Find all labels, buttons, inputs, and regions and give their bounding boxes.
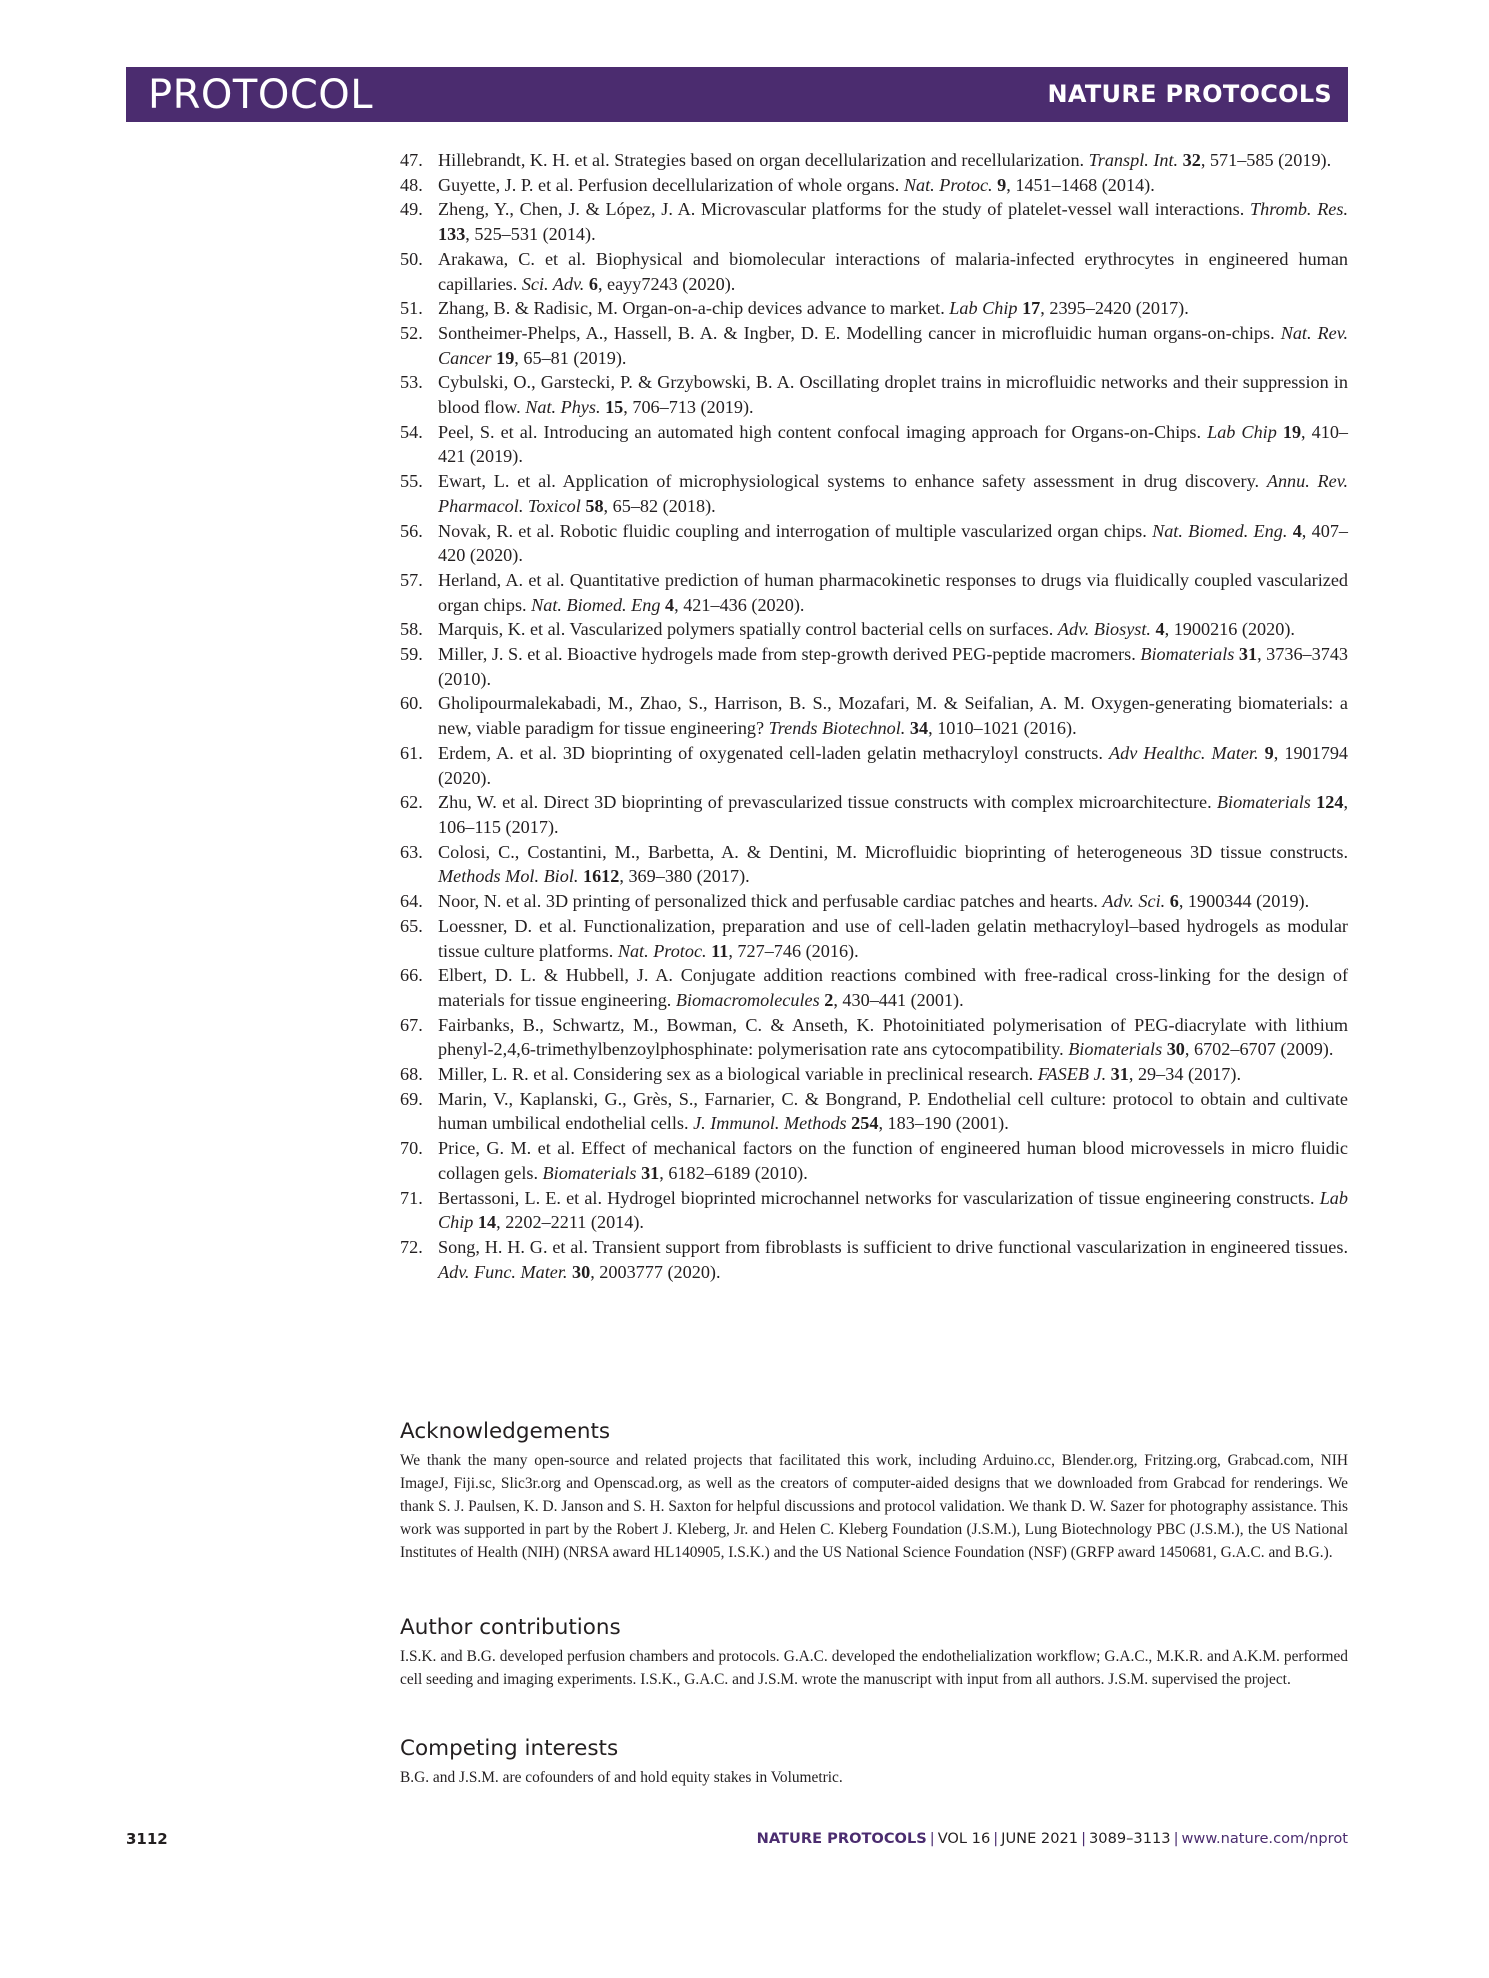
reference-text: , 3736–3743 (2010). — [438, 644, 1349, 689]
reference-item — [400, 1186, 1348, 1235]
reference-volume: 19 — [1282, 421, 1302, 442]
reference-item — [400, 148, 1348, 173]
reference-text: , eayy7243 (2020). — [597, 273, 736, 294]
reference-list — [400, 148, 1348, 1284]
reference-number: 62. — [400, 792, 423, 813]
reference-number: 59. — [400, 644, 423, 665]
reference-text: , 706–713 (2019). — [623, 397, 754, 418]
reference-text: Elbert, D. L. & Hubbell, J. A. Conjugate addition reactions combined with free-radical cross-linking for the design of materials for tissue engineering. — [438, 965, 1348, 1010]
reference-text: , 106–115 (2017). — [438, 792, 1348, 837]
reference-text: Loessner, D. et al. Functionalization, preparation and use of cell-laden gelatin methacryloyl–based hydrogels as modular tissue culture platforms. — [438, 915, 1348, 961]
reference-journal: Biomaterials — [1216, 792, 1311, 813]
reference-volume: 6 — [1169, 891, 1179, 912]
reference-volume: 9 — [1264, 742, 1274, 763]
reference-text: , 1010–1021 (2016). — [928, 718, 1077, 739]
reference-item — [400, 173, 1348, 198]
reference-number: 48. — [400, 174, 423, 195]
reference-item — [400, 1235, 1348, 1284]
reference-text: Fairbanks, B., Schwartz, M., Bowman, C. & Anseth, K. Photoinitiated polymerisation of PEG-diacrylate with lithium phenyl-2,4,6-trimethylbenzoylphosphinate: polymerisation rate ans cytocompatibility. — [438, 1014, 1348, 1060]
reference-text: , 727–746 (2016). — [728, 940, 859, 961]
competing-interests-section — [400, 1735, 1348, 1789]
footer-separator: | — [1081, 1830, 1086, 1847]
reference-number: 55. — [400, 471, 423, 492]
reference-number: 51. — [400, 298, 423, 319]
reference-journal: Adv. Biosyst. — [1057, 619, 1151, 640]
reference-item — [400, 1136, 1348, 1185]
reference-item — [400, 1062, 1348, 1087]
reference-text: , 6182–6189 (2010). — [659, 1162, 808, 1183]
reference-text: Noor, N. et al. 3D printing of personalized thick and perfusable cardiac patches and hearts. — [438, 891, 1103, 912]
reference-number: 49. — [400, 199, 423, 220]
reference-volume: 4 — [665, 594, 675, 615]
reference-text: , 430–441 (2001). — [833, 989, 964, 1010]
reference-item — [400, 642, 1348, 691]
reference-number: 65. — [400, 915, 423, 936]
reference-item — [400, 617, 1348, 642]
reference-text: Erdem, A. et al. 3D bioprinting of oxygenated cell-laden gelatin methacryloyl constructs. — [438, 742, 1109, 763]
reference-item — [400, 691, 1348, 740]
reference-journal: J. Immunol. Methods — [693, 1113, 847, 1134]
reference-item — [400, 420, 1348, 469]
reference-text: Herland, A. et al. Quantitative prediction of human pharmacokinetic responses to drugs via fluidically coupled vascularized organ chips. — [438, 569, 1348, 615]
reference-volume: 30 — [1166, 1039, 1185, 1060]
reference-text: Zheng, Y., Chen, J. & López, J. A. Microvascular platforms for the study of platelet-vessel wall interactions. — [438, 199, 1250, 220]
footer-volume: VOL 16 — [937, 1830, 991, 1847]
reference-item — [400, 197, 1348, 246]
reference-volume: 30 — [572, 1261, 591, 1282]
reference-text: Bertassoni, L. E. et al. Hydrogel bioprinted microchannel networks for vascularization of tissue engineering constructs. — [438, 1187, 1320, 1208]
reference-volume: 58 — [585, 495, 604, 516]
reference-journal: Adv. Func. Mater. — [438, 1261, 568, 1282]
reference-journal: Biomacromolecules — [675, 989, 820, 1010]
reference-journal: Biomaterials — [1068, 1039, 1163, 1060]
reference-volume: 14 — [477, 1212, 497, 1233]
reference-text: , 1451–1468 (2014). — [1006, 174, 1155, 195]
reference-number: 68. — [400, 1064, 423, 1085]
reference-text: , 65–82 (2018). — [603, 495, 716, 516]
reference-text: , 1900216 (2020). — [1164, 619, 1295, 640]
reference-item — [400, 519, 1348, 568]
reference-item — [400, 1087, 1348, 1136]
reference-journal: Nat. Phys. — [525, 397, 601, 418]
reference-text: Cybulski, O., Garstecki, P. & Grzybowski, B. A. Oscillating droplet trains in microfluidic networks and their suppression in blood flow. — [438, 372, 1348, 418]
reference-volume: 15 — [605, 397, 624, 418]
acknowledgements-heading: Acknowledgements — [400, 1419, 611, 1444]
reference-number: 67. — [400, 1014, 423, 1035]
reference-item — [400, 914, 1348, 963]
reference-journal: Adv. Sci. — [1102, 891, 1166, 912]
footer-date: JUNE 2021 — [1001, 1830, 1079, 1847]
reference-number: 61. — [400, 742, 423, 763]
reference-volume: 34 — [909, 718, 929, 739]
reference-journal: Sci. Adv. — [521, 273, 585, 294]
reference-item — [400, 296, 1348, 321]
reference-volume: 31 — [641, 1162, 660, 1183]
reference-item — [400, 741, 1348, 790]
reference-item — [400, 790, 1348, 839]
reference-text: Miller, L. R. et al. Considering sex as a biological variable in preclinical research. — [438, 1064, 1038, 1085]
reference-item — [400, 889, 1348, 914]
reference-number: 69. — [400, 1088, 423, 1109]
reference-item — [400, 469, 1348, 518]
reference-volume: 6 — [588, 273, 598, 294]
reference-item — [400, 840, 1348, 889]
footer-citation — [757, 1830, 1348, 1847]
reference-text: , 6702–6707 (2009). — [1184, 1039, 1334, 1060]
reference-volume: 17 — [1022, 298, 1041, 319]
reference-text: , 571–585 (2019). — [1200, 150, 1332, 170]
reference-journal: Nat. Biomed. Eng — [531, 594, 661, 615]
author-contributions-heading: Author contributions — [400, 1615, 621, 1640]
reference-text: Novak, R. et al. Robotic fluidic coupling and interrogation of multiple vascularized organ chips. — [438, 520, 1153, 541]
author-contributions-text: I.S.K. and B.G. developed perfusion chambers and protocols. G.A.C. developed the endothelialization workflow; G.A.C., M.K.R. and A.K.M. performed cell seeding and imaging experiments. I.S.K., G.A.C. and J.S.M. wrote the manuscript with input from all authors. J.S.M. supervised the project. — [400, 1648, 1348, 1689]
reference-number: 47. — [400, 150, 423, 170]
reference-journal: Annu. Rev. Pharmacol. Toxicol — [438, 471, 1349, 516]
reference-text: Zhang, B. & Radisic, M. Organ-on-a-chip devices advance to market. — [438, 298, 950, 319]
reference-text: Zhu, W. et al. Direct 3D bioprinting of prevascularized tissue constructs with complex microarchitecture. — [438, 792, 1217, 813]
reference-number: 53. — [400, 372, 423, 393]
author-contributions-section — [400, 1614, 1348, 1691]
reference-volume: 133 — [438, 224, 466, 245]
reference-journal: Lab Chip — [1207, 421, 1277, 442]
reference-text: Song, H. H. G. et al. Transient support from fibroblasts is sufficient to drive functional vascularization in engineered tissues. — [438, 1236, 1348, 1257]
reference-text: , 407–420 (2020). — [438, 520, 1349, 566]
reference-volume: 31 — [1238, 644, 1258, 665]
reference-text: Marin, V., Kaplanski, G., Grès, S., Farnarier, C. & Bongrand, P. Endothelial cell culture: protocol to obtain and cultivate human umbilical endothelial cells. — [438, 1088, 1348, 1134]
reference-text: , 410–421 (2019). — [438, 421, 1349, 467]
reference-text: , 1900344 (2019). — [1178, 891, 1310, 912]
reference-item — [400, 963, 1348, 1012]
reference-volume: 4 — [1292, 520, 1302, 541]
reference-text: , 183–190 (2001). — [878, 1113, 1009, 1134]
reference-text: , 2395–2420 (2017). — [1040, 298, 1189, 319]
reference-journal: Nat. Biomed. Eng. — [1152, 520, 1288, 541]
reference-text: Colosi, C., Costantini, M., Barbetta, A. & Dentini, M. Microfluidic bioprinting of heterogeneous 3D tissue constructs. — [438, 841, 1348, 862]
journal-label: NATURE PROTOCOLS — [1047, 80, 1332, 108]
reference-item — [400, 568, 1348, 617]
reference-text: Peel, S. et al. Introducing an automated high content confocal imaging approach for Organs-on-Chips. — [438, 421, 1208, 442]
reference-volume: 124 — [1316, 792, 1344, 813]
reference-text: , 29–34 (2017). — [1128, 1064, 1242, 1085]
reference-text: Arakawa, C. et al. Biophysical and biomolecular interactions of malaria-infected erythrocytes in engineered human capillaries. — [438, 248, 1348, 294]
competing-interests-text: B.G. and J.S.M. are cofounders of and hold equity stakes in Volumetric. — [400, 1769, 843, 1786]
reference-text: , 2003777 (2020). — [590, 1261, 721, 1282]
reference-journal: Adv Healthc. Mater. — [1108, 742, 1259, 763]
reference-journal: FASEB J. — [1037, 1064, 1107, 1085]
reference-journal: Trends Biotechnol. — [768, 718, 906, 739]
reference-text: , 369–380 (2017). — [619, 866, 750, 887]
reference-number: 64. — [400, 891, 423, 912]
reference-number: 72. — [400, 1236, 423, 1257]
reference-text: Guyette, J. P. et al. Perfusion decellularization of whole organs. — [438, 174, 904, 195]
reference-item — [400, 321, 1348, 370]
reference-item — [400, 247, 1348, 296]
reference-text: Marquis, K. et al. Vascularized polymers spatially control bacterial cells on surfaces. — [438, 619, 1058, 640]
reference-number: 66. — [400, 965, 423, 986]
reference-item — [400, 370, 1348, 419]
reference-number: 58. — [400, 619, 423, 640]
reference-journal: Transpl. Int. — [1088, 150, 1179, 170]
reference-number: 70. — [400, 1138, 423, 1159]
footer-separator: | — [929, 1830, 935, 1847]
footer-separator: | — [1173, 1830, 1179, 1847]
acknowledgements-section — [400, 1418, 1348, 1564]
section-label: PROTOCOL — [148, 72, 374, 118]
reference-text: , 65–81 (2019). — [514, 347, 627, 368]
reference-journal: Lab Chip — [949, 298, 1018, 319]
reference-item — [400, 1013, 1348, 1062]
reference-volume: 32 — [1182, 150, 1201, 170]
reference-number: 54. — [400, 421, 423, 442]
reference-volume: 1612 — [582, 866, 620, 887]
reference-number: 50. — [400, 248, 423, 269]
reference-text: Sontheimer-Phelps, A., Hassell, B. A. & Ingber, D. E. Modelling cancer in microfluidic human organs-on-chips. — [438, 322, 1281, 343]
footer-url-link[interactable]: www.nature.com/nprot — [1181, 1830, 1348, 1847]
reference-journal: Biomaterials — [542, 1162, 637, 1183]
reference-text: , 1901794 (2020). — [438, 742, 1349, 788]
reference-journal: Nat. Rev. Cancer — [438, 322, 1348, 368]
page-number: 3112 — [126, 1830, 168, 1848]
reference-volume: 11 — [711, 940, 729, 961]
competing-interests-heading: Competing interests — [400, 1736, 619, 1761]
reference-journal: Nat. Protoc. — [617, 940, 707, 961]
page-header-bar — [126, 67, 1348, 122]
reference-volume: 4 — [1155, 619, 1165, 640]
acknowledgements-text: We thank the many open-source and related projects that facilitated this work, including Arduino.cc, Blender.org, Fritzing.org, Grabcad.com, NIH ImageJ, Fiji.sc, Slic3r.org and Openscad.org, as well as the creators of computer-aided designs that we downloaded from Grabcad for renderings. We thank S. J. Paulsen, K. D. Janson and S. H. Saxton for helpful discussions and protocol validation. We thank D. W. Sazer for photography assistance. This work was supported in part by the Robert J. Kleberg, Jr. and Helen C. Kleberg Foundation (J.S.M.), Lung Biotechnology PBC (J.S.M.), the US National Institutes of Health (NIH) (NRSA award HL140905, I.S.K.) and the US National Science Foundation (NSF) (GRFP award 1450681, G.A.C. and B.G.). — [400, 1452, 1348, 1562]
reference-journal: Methods Mol. Biol. — [438, 866, 579, 887]
reference-volume: 31 — [1110, 1064, 1129, 1085]
reference-text: Price, G. M. et al. Effect of mechanical factors on the function of engineered human blood microvessels in micro fluidic collagen gels. — [438, 1138, 1348, 1183]
reference-number: 57. — [400, 569, 423, 590]
reference-text: , 525–531 (2014). — [465, 224, 596, 245]
reference-journal: Thromb. Res. — [1249, 199, 1348, 220]
reference-number: 52. — [400, 322, 423, 343]
reference-journal: Lab Chip — [438, 1187, 1348, 1233]
reference-journal: Biomaterials — [1140, 644, 1235, 665]
reference-journal: Nat. Protoc. — [903, 174, 993, 195]
reference-text: Hillebrandt, K. H. et al. Strategies based on organ decellularization and recellularization. — [438, 150, 1089, 170]
reference-text: Gholipourmalekabadi, M., Zhao, S., Harrison, B. S., Mozafari, M. & Seifalian, A. M. Oxygen-generating biomaterials: a new, viable paradigm for tissue engineering? — [438, 693, 1348, 739]
reference-number: 60. — [400, 693, 423, 714]
reference-text: Ewart, L. et al. Application of microphysiological systems to enhance safety assessment in drug discovery. — [438, 471, 1267, 492]
reference-number: 71. — [400, 1187, 423, 1208]
reference-volume: 19 — [496, 347, 515, 368]
reference-volume: 9 — [997, 174, 1007, 195]
reference-volume: 2 — [824, 989, 834, 1010]
reference-number: 56. — [400, 520, 423, 541]
footer-separator: | — [993, 1830, 999, 1847]
reference-text: , 421–436 (2020). — [674, 594, 805, 615]
reference-text: Miller, J. S. et al. Bioactive hydrogels made from step-growth derived PEG-peptide macromers. — [438, 644, 1141, 665]
reference-volume: 254 — [851, 1113, 879, 1134]
footer-pages: 3089–3113 — [1089, 1830, 1171, 1847]
footer-journal: NATURE PROTOCOLS — [756, 1830, 927, 1847]
reference-number: 63. — [400, 841, 423, 862]
reference-text: , 2202–2211 (2014). — [496, 1212, 644, 1233]
